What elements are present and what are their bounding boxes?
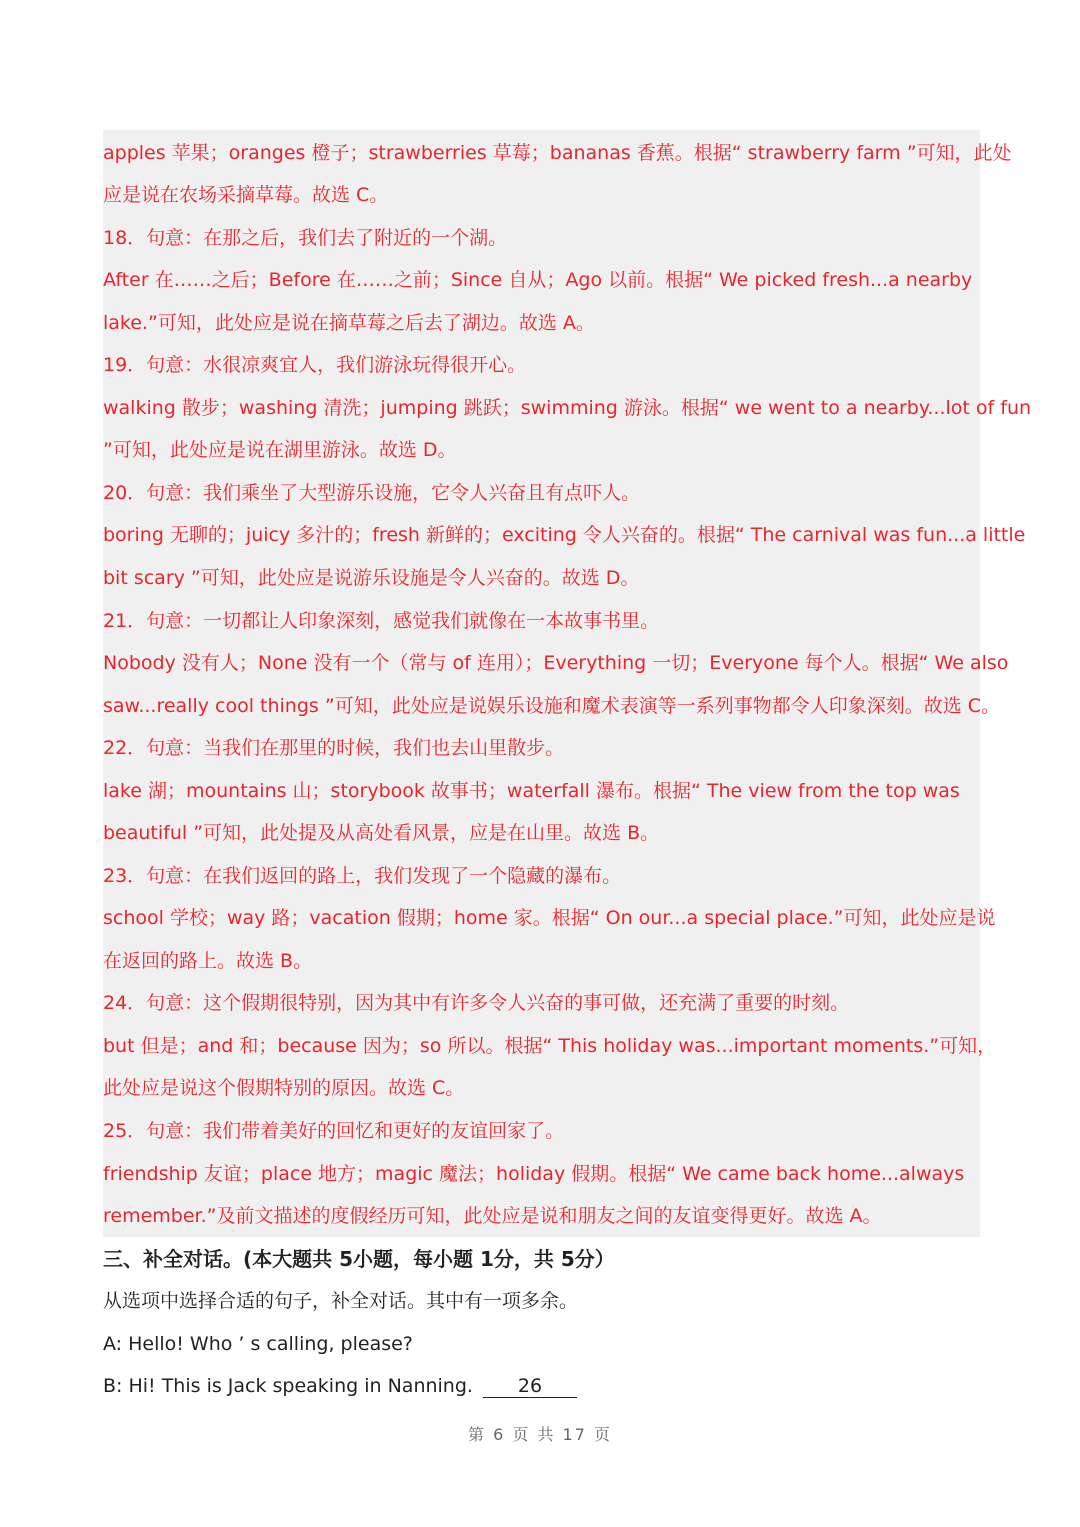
explanation-line: 23．句意：在我们返回的路上，我们发现了一个隐藏的瀑布。 [103,865,622,887]
page-footer: 第 6 页 共 17 页 [468,1425,612,1444]
explanation-line: 21．句意：一切都让人印象深刻，感觉我们就像在一本故事书里。 [103,610,660,632]
explanation-line: 在返回的路上。故选 B。 [103,950,313,972]
explanation-line: remember.”及前文描述的度假经历可知，此处应是说和朋友之间的友谊变得更好。故选 A。 [103,1205,882,1227]
explanation-line: 22．句意：当我们在那里的时候，我们也去山里散步。 [103,737,565,759]
explanation-line: apples 苹果；oranges 橙子；strawberries 草莓；bananas 香蕉。根据“ strawberry farm ”可知，此处 [103,142,1012,164]
explanation-line: saw...really cool things ”可知，此处应是说娱乐设施和魔术表演等一系列事物都令人印象深刻。故选 C。 [103,695,1001,717]
explanation-line: 25．句意：我们带着美好的回忆和更好的友谊回家了。 [103,1120,565,1142]
explanation-line: friendship 友谊；place 地方；magic 魔法；holiday 假期。根据“ We came back home...always [103,1163,965,1185]
explanation-line: 19．句意：水很凉爽宜人，我们游泳玩得很开心。 [103,354,527,376]
section-heading: 三、补全对话。(本大题共 5小题，每小题 1分，共 5分） [103,1247,615,1271]
explanation-line: lake.”可知，此处应是说在摘草莓之后去了湖边。故选 A。 [103,312,595,334]
explanation-line: ”可知，此处应是说在湖里游泳。故选 D。 [103,439,457,461]
explanation-line: 24．句意：这个假期很特别，因为其中有许多令人兴奋的事可做，还充满了重要的时刻。 [103,992,850,1014]
explanation-line: walking 散步；washing 清洗；jumping 跳跃；swimming 游泳。根据“ we went to a nearby...lot of fun [103,397,1032,419]
explanation-line: bit scary ”可知，此处应是说游乐设施是令人兴奋的。故选 D。 [103,567,640,589]
dialogue-line-b [103,1373,577,1399]
explanation-line: Nobody 没有人；None 没有一个（常与 of 连用）；Everything 一切；Everyone 每个人。根据“ We also [103,652,1009,674]
explanation-line: 此处应是说这个假期特别的原因。故选 C。 [103,1077,465,1099]
explanation-line: 18．句意：在那之后，我们去了附近的一个湖。 [103,227,508,249]
dialogue-line-b-text: B: Hi! This is Jack speaking in Nanning. [103,1375,473,1397]
explanation-line: 20．句意：我们乘坐了大型游乐设施，它令人兴奋且有点吓人。 [103,482,641,504]
explanation-line: lake 湖；mountains 山；storybook 故事书；waterfall 瀑布。根据“ The view from the top was [103,780,960,802]
explanation-line: 应是说在农场采摘草莓。故选 C。 [103,184,389,206]
explanation-line: After 在……之后；Before 在……之前；Since 自从；Ago 以前。根据“ We picked fresh...a nearby [103,269,973,291]
answer-blank-26[interactable]: 26 [483,1375,577,1398]
dialogue-line-a: A: Hello! Who ’ s calling, please? [103,1333,413,1355]
explanation-line: beautiful ”可知，此处提及从高处看风景，应是在山里。故选 B。 [103,822,660,844]
section-instruction: 从选项中选择合适的句子，补全对话。其中有一项多余。 [103,1290,579,1312]
explanation-line: boring 无聊的；juicy 多汁的；fresh 新鲜的；exciting 令人兴奋的。根据“ The carnival was fun...a little [103,524,1026,546]
answer-highlight-block [103,130,980,1237]
explanation-line: school 学校；way 路；vacation 假期；home 家。根据“ On our...a special place.”可知，此处应是说 [103,907,996,929]
explanation-line: but 但是；and 和；because 因为；so 所以。根据“ This holiday was...important moments.”可知， [103,1035,997,1057]
